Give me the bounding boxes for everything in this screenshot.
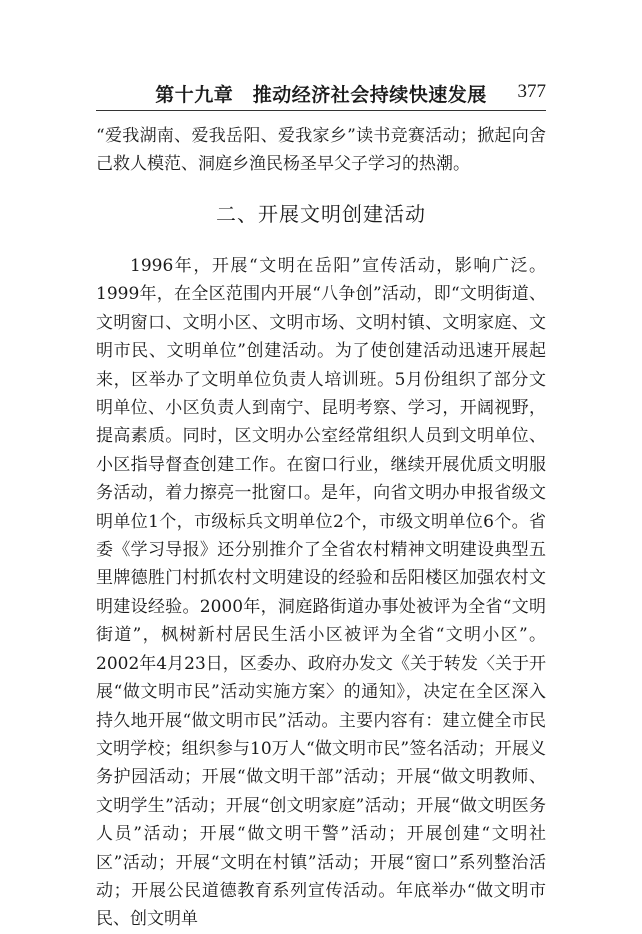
page-number: 377 — [517, 81, 546, 102]
section-heading: 二、开展文明创建活动 — [216, 202, 426, 226]
header-rule — [96, 110, 546, 111]
body-paragraph: 1996年，开展“文明在岳阳”宣传活动，影响广泛。1999年，在全区范围内开展“八争创”活动，即“文明街道、文明窗口、文明小区、文明市场、文明村镇、文明家庭、文明市民、文明单位”创建活动。为了使创建活动迅速开展起来，区举办了文明单位负责人培训班。5月份组织了部分文明单位、小区负责人到南宁、昆明考察、学习，开阔视野，提高素质。同时，区文明办公室经常组织人员到文明单位、小区指导督查创建工作。在窗口行业，继续开展优质文明服务活动，着力擦亮一批窗口。是年，向省文明办申报省级文明单位1个，市级标兵文明单位2个，市级文明单位6个。省委《学习导报》还分别推介了全省农村精神文明建设典型五里牌德胜门村抓农村文明建设的经验和岳阳楼区加强农村文明建设经验。2000年，洞庭路街道办事处被评为全省“文明街道”，枫树新村居民生活小区被评为全省“文明小区”。2002年4月23日，区委办、政府办发文《关于转发〈关于开展“做文明市民”活动实施方案〉的通知》，决定在全区深入持久地开展“做文明市民”活动。主要内容有：建立健全市民文明学校；组织参与10万人“做文明市民”签名活动；开展义务护园活动；开展“做文明干部”活动；开展“做文明教师、文明学生”活动；开展“创文明家庭”活动；开展“做文明医务人员”活动；开展“做文明干警”活动；开展创建“文明社区”活动；开展“文明在村镇”活动；开展“窗口”系列整治活动；开展公民道德教育系列宣传活动。年底举办“做文明市民、创文明单 — [96, 256, 546, 930]
chapter-title: 第十九章 推动经济社会持续快速发展 — [155, 84, 487, 106]
intro-paragraph: “爱我湖南、爱我岳阳、爱我家乡”读书竞赛活动；掀起向舍己救人模范、洞庭乡渔民杨圣早父子学习的热潮。 — [96, 126, 546, 175]
running-header — [0, 74, 642, 114]
